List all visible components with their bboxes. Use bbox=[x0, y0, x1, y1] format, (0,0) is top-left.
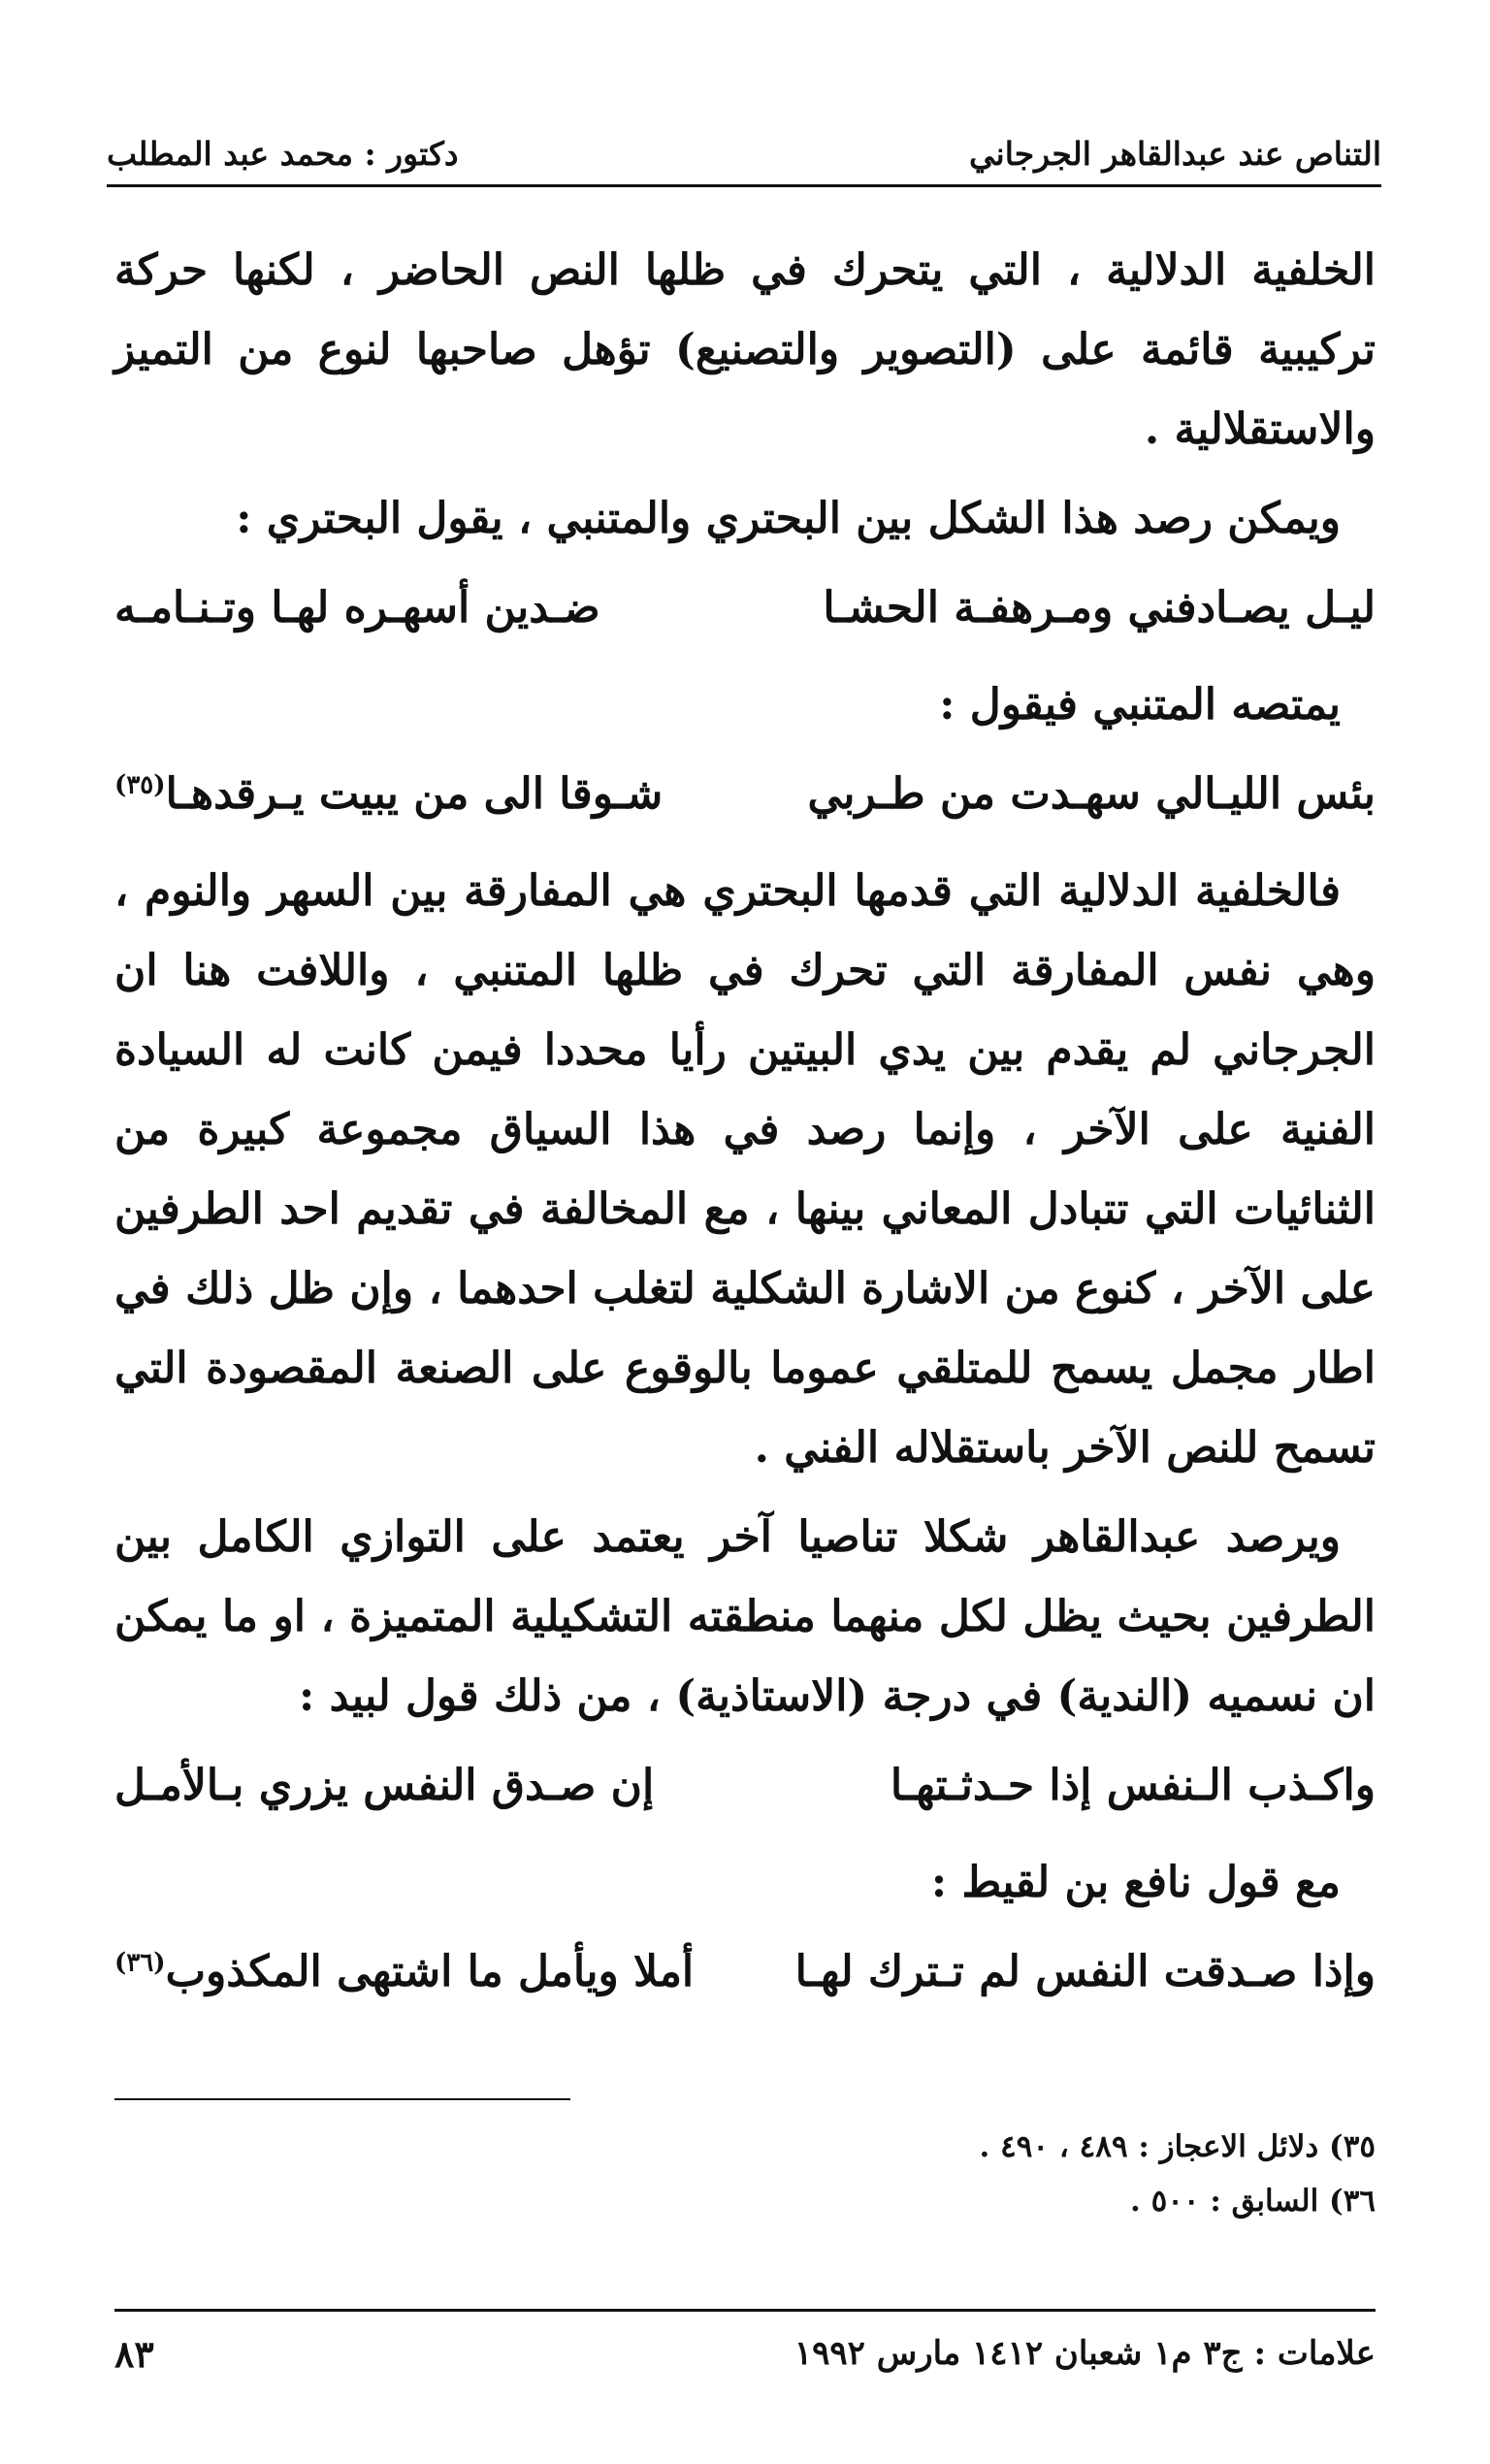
verse-2-second-hemistich bbox=[114, 755, 663, 834]
verse-2-text: شـوقا الى من يبيت يـرقدهـا bbox=[165, 769, 664, 819]
header-title: التناص عند عبدالقاهر الجرجاني bbox=[969, 135, 1381, 173]
footnote-divider bbox=[114, 2098, 570, 2100]
paragraph-6: مع قول نافع بن لقيط : bbox=[930, 1858, 1341, 1907]
verse-3-first-hemistich: واكـذب الـنفس إذا حـدثـتهـا bbox=[890, 1761, 1376, 1810]
footer-divider bbox=[114, 2309, 1376, 2312]
header-author: دكتور : محمد عبد المطلب bbox=[107, 135, 459, 173]
running-header bbox=[107, 114, 1381, 173]
footnote-36: ٣٦) السابق : ٥٠٠ . bbox=[1130, 2184, 1376, 2219]
verse-4 bbox=[114, 1932, 1376, 2012]
footnote-ref-36: (٣٦) bbox=[114, 1948, 166, 1978]
verse-1-first-hemistich: ليـل يصـادفني ومـرهفـة الحشـا bbox=[823, 583, 1376, 632]
verse-3 bbox=[114, 1746, 1376, 1826]
verse-4-first-hemistich: وإذا صـدقت النفس لم تـترك لهـا bbox=[794, 1947, 1376, 1996]
page-body bbox=[114, 231, 1376, 2029]
running-footer bbox=[114, 2324, 1376, 2383]
footnote-ref-35: (٣٥) bbox=[114, 770, 166, 800]
verse-2 bbox=[114, 755, 1376, 834]
verse-4-second-hemistich bbox=[114, 1932, 694, 2012]
verse-4-text: أملا ويأمل ما اشتهى المكذوب bbox=[165, 1947, 695, 1996]
paragraph-1: الخلفية الدلالية ، التي يتحرك في ظلها النص الحاضر ، لكنها حركة تركيبية قائمة على (التصوير والتصنيع) تؤهل صاحبها لنوع من التميز والاستقلالية . bbox=[114, 245, 1376, 454]
footnote-35: ٣٥) دلائل الاعجاز : ٤٨٩ ، ٤٩٠ . bbox=[979, 2129, 1376, 2164]
paragraph-5: ويرصد عبدالقاهر شكلا تناصيا آخر يعتمد على التوازي الكامل بين الطرفين بحيث يظل لكل منهما منطقته التشكيلية المتميزة ، او ما يمكن ان نسميه (الندية) في درجة (الاستاذية) ، من ذلك قول لبيد : bbox=[114, 1512, 1376, 1721]
verse-1-second-hemistich: ضـدين أسهـره لهـا وتـنـامـه bbox=[114, 583, 600, 632]
paragraph-2: ويمكن رصد هذا الشكل بين البحتري والمتنبي ، يقول البحتري : bbox=[236, 494, 1341, 543]
page-number: ٨٣ bbox=[114, 2331, 154, 2376]
header-divider bbox=[107, 184, 1381, 187]
paragraph-4: فالخلفية الدلالية التي قدمها البحتري هي المفارقة بين السهر والنوم ، وهي نفس المفارقة التي تحرك في ظلها المتنبي ، واللافت هنا ان الجرجاني لم يقدم بين يدي البيتين رأيا محددا فيمن كانت له السيادة الفنية على الآخر ، وإنما رصد في هذا السياق مجموعة كبيرة من الثنائيات التي تتبادل المعاني بينها ، مع المخالفة في تقديم احد الطرفين على الآخر ، كنوع من الاشارة الشكلية لتغلب احدهما ، وإن ظل ذلك في اطار مجمل يسمح للمتلقي عموما بالوقوع على الصنعة المقصودة التي تسمح للنص الآخر باستقلاله الفني . bbox=[114, 866, 1376, 1473]
verse-1 bbox=[114, 568, 1376, 648]
verse-2-first-hemistich: بئس الليـالي سهـدت من طـربي bbox=[807, 769, 1376, 819]
footnotes bbox=[599, 2120, 1376, 2228]
paragraph-3: يمتصه المتنبي فيقول : bbox=[939, 680, 1341, 729]
journal-citation: علامات : ج٣ م١ شعبان ١٤١٢ مارس ١٩٩٢ bbox=[794, 2334, 1376, 2373]
verse-3-second-hemistich: إن صـدق النفس يزري بـالأمـل bbox=[114, 1761, 655, 1810]
